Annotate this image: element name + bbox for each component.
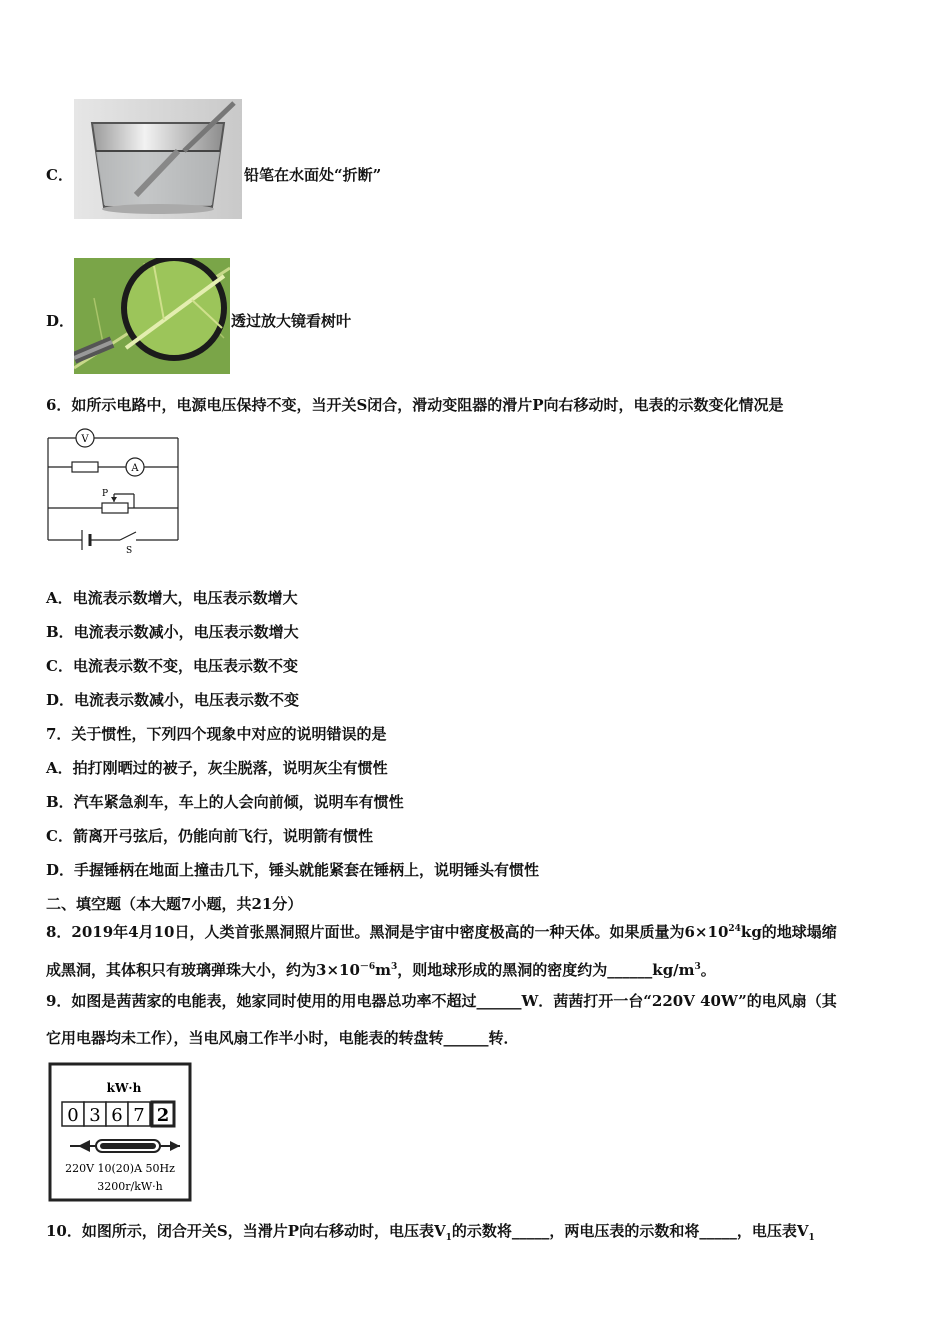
- question-10-line-1: 10．如图所示，闭合开关S，当滑片P向右移动时，电压表$V_1$的示数将_____，两电压表的示数和将_____，电压表$V_1$: [46, 1222, 815, 1243]
- option-d-label: D．: [46, 312, 75, 330]
- ammeter-label: A: [131, 463, 139, 474]
- question-7-option-c: C．箭离开弓弦后，仍能向前飞行，说明箭有惯性: [46, 827, 373, 845]
- meter-unit: kW·h: [106, 1081, 142, 1095]
- option-c-caption: 铅笔在水面处“折断”: [244, 166, 382, 184]
- voltmeter-label: V: [81, 434, 89, 445]
- question-6-option-c: C．电流表示数不变，电压表示数不变: [46, 657, 298, 675]
- switch-label: S: [126, 546, 133, 556]
- meter-digit-4: 7: [133, 1105, 145, 1126]
- question-6-stem: 6．如所示电路中，电源电压保持不变，当开关S闭合，滑动变阻器的滑片P向右移动时，电表的示数变化情况是: [46, 396, 784, 414]
- question-7-option-b: B．汽车紧急刹车，车上的人会向前倾，说明车有惯性: [46, 793, 404, 811]
- question-6-option-b: B．电流表示数减小，电压表示数增大: [46, 623, 299, 641]
- circuit-diagram: [44, 426, 184, 558]
- meter-digit-5: 2: [156, 1105, 170, 1126]
- question-8-line-1: 8．2019年4月10日，人类首张黑洞照片面世。黑洞是宇宙中密度极高的一种天体。如果质量为$6\times 10^{24}kg$的地球塌缩: [46, 923, 837, 941]
- question-7-option-d: D．手握锤柄在地面上撞击几下，锤头就能紧套在锤柄上，说明锤头有惯性: [46, 861, 540, 879]
- question-9-line-1: 9．如图是茜茜家的电能表，她家同时使用的用电器总功率不超过______W．茜茜打开一台“220V 40W”的电风扇（其: [46, 992, 837, 1010]
- meter-digit-1: 0: [67, 1105, 79, 1126]
- option-d-caption: 透过放大镜看树叶: [231, 312, 352, 330]
- section-2-heading: 二、填空题（本大题7小题，共21分）: [46, 895, 303, 913]
- pencil-in-water-image: [74, 99, 242, 219]
- meter-spec-2: 3200r/kW·h: [97, 1180, 163, 1193]
- question-8-line-2: 成黑洞，其体积只有玻璃弹珠大小，约为$3\times 10^{-6}m^3$，则地球形成的黑洞的密度约为$\_\_\_\_\_\_kg/m^3$。: [46, 961, 716, 979]
- question-6-option-a: A．电流表示数增大，电压表示数增大: [46, 589, 298, 607]
- meter-digit-3: 6: [111, 1105, 123, 1126]
- option-c-label: C．: [46, 166, 73, 184]
- slider-label: P: [102, 489, 109, 499]
- question-9-line-2: 它用电器均未工作），当电风扇工作半小时，电能表的转盘转______转．: [46, 1029, 519, 1047]
- question-7-stem: 7．关于惯性，下列四个现象中对应的说明错误的是: [46, 725, 387, 743]
- meter-spec-1: 220V 10(20)A 50Hz: [65, 1162, 175, 1175]
- electricity-meter-image: [48, 1062, 192, 1202]
- question-6-option-d: D．电流表示数减小，电压表示数不变: [46, 691, 300, 709]
- question-7-option-a: A．拍打刚晒过的被子，灰尘脱落，说明灰尘有惯性: [46, 759, 388, 777]
- meter-digit-2: 3: [89, 1105, 101, 1126]
- magnifier-leaf-image: [74, 258, 230, 374]
